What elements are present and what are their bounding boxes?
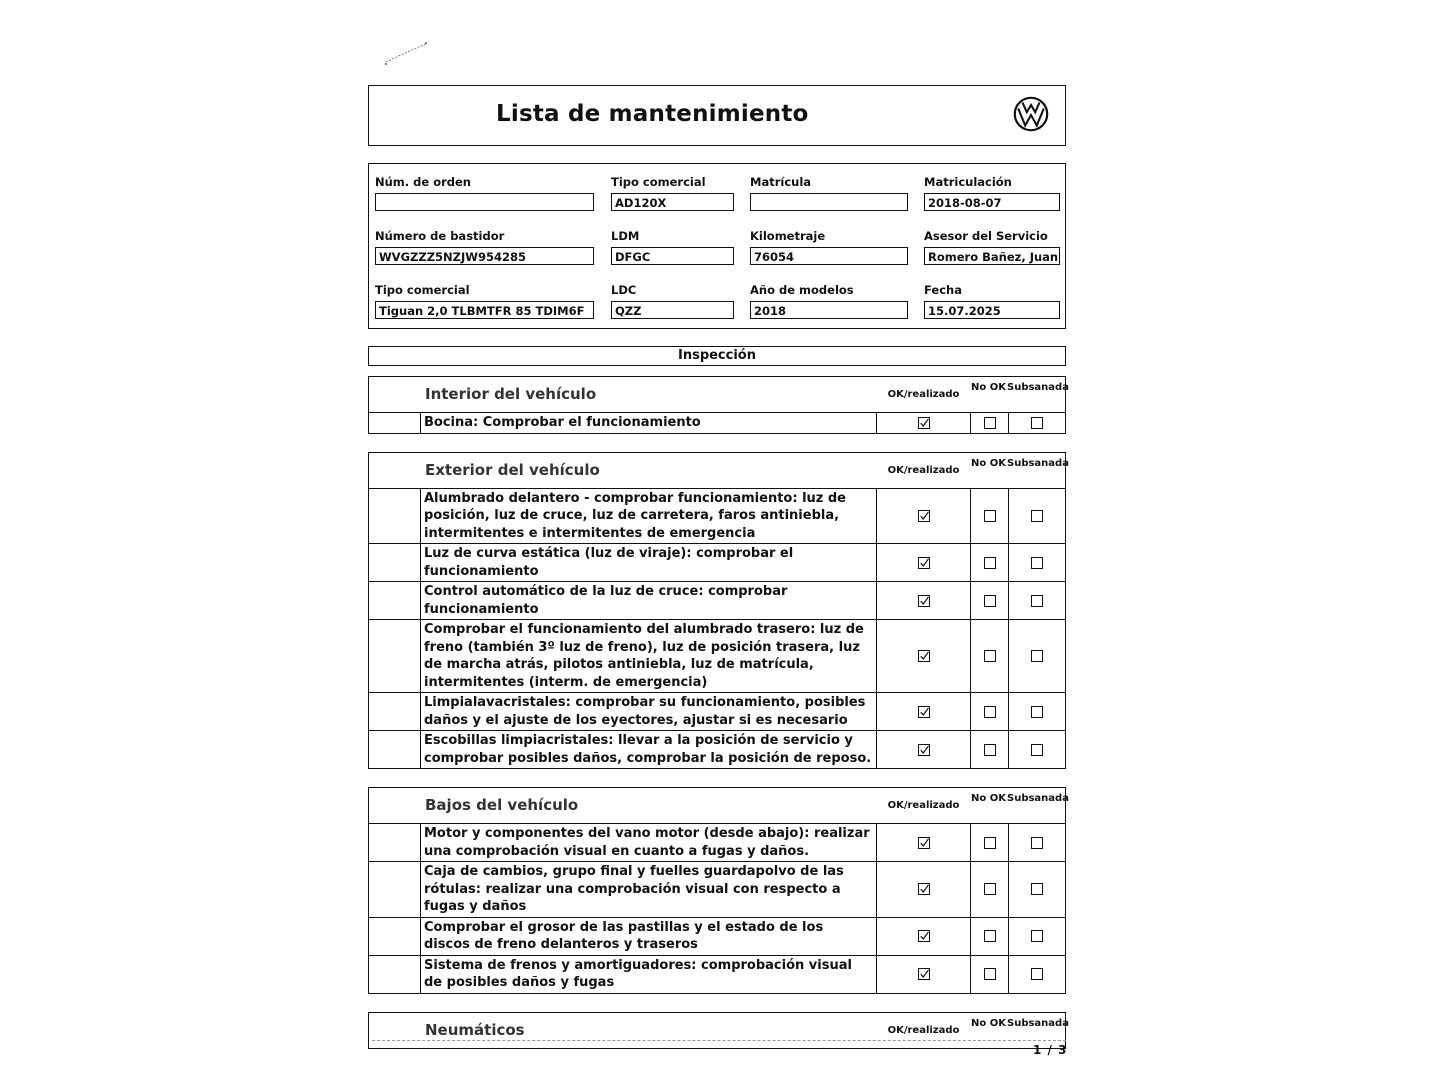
field-label: Asesor del Servicio xyxy=(924,229,1048,243)
section-title: Neumáticos xyxy=(425,1020,525,1039)
row-gutter xyxy=(369,544,421,581)
no-ok-cell xyxy=(971,862,1009,917)
no-ok-checkbox[interactable] xyxy=(984,706,996,718)
field-value[interactable]: 2018 xyxy=(750,301,908,319)
checklist-row xyxy=(369,412,1065,433)
field-value[interactable] xyxy=(750,193,908,211)
field-value[interactable]: 76054 xyxy=(750,247,908,265)
checklist-item-text: Comprobar el funcionamiento del alumbrado trasero: luz de freno (también 3º luz de freno), luz de posición trasera, luz de marcha atrás, pilotos antiniebla, luz de matrícula, intermitentes (interm. de emergencia) xyxy=(421,620,877,692)
ok-checkbox-checked[interactable] xyxy=(918,510,930,522)
ok-checkbox-checked[interactable] xyxy=(918,744,930,756)
no-ok-cell xyxy=(971,413,1009,433)
row-gutter xyxy=(369,862,421,917)
section-title: Interior del vehículo xyxy=(425,385,597,403)
no-ok-checkbox[interactable] xyxy=(984,510,996,522)
section-header xyxy=(369,377,1069,412)
field-value[interactable] xyxy=(375,193,594,211)
no-ok-checkbox[interactable] xyxy=(984,930,996,942)
inspection-sections xyxy=(368,376,1069,1049)
checklist-row xyxy=(369,488,1065,544)
field-mileage xyxy=(750,229,908,265)
field-label: Matriculación xyxy=(924,175,1012,189)
column-fixed-header: Subsanada xyxy=(1007,382,1069,393)
vw-logo-icon xyxy=(1013,96,1049,132)
fixed-checkbox[interactable] xyxy=(1031,650,1043,662)
field-value[interactable]: Romero Bañez, Juan xyxy=(924,247,1060,265)
no-ok-checkbox[interactable] xyxy=(984,595,996,607)
column-ok-header: OK/realizado xyxy=(887,464,960,476)
fixed-checkbox[interactable] xyxy=(1031,968,1043,980)
field-label: Tipo comercial xyxy=(375,283,470,297)
no-ok-cell xyxy=(971,956,1009,993)
no-ok-cell xyxy=(971,620,1009,692)
field-ldm xyxy=(611,229,734,265)
fixed-checkbox[interactable] xyxy=(1031,930,1043,942)
row-gutter xyxy=(369,956,421,993)
fixed-cell xyxy=(1009,620,1065,692)
fixed-cell xyxy=(1009,918,1065,955)
fixed-cell xyxy=(1009,489,1065,544)
column-fixed-header: Subsanada xyxy=(1007,1017,1069,1029)
section-title: Bajos del vehículo xyxy=(425,796,579,814)
checklist-item-text: Alumbrado delantero - comprobar funcionamiento: luz de posición, luz de cruce, luz de carretera, faros antiniebla, intermitentes e intermitentes de emergencia xyxy=(421,489,877,544)
ok-cell xyxy=(877,824,971,861)
field-service-advisor xyxy=(924,229,1060,265)
field-value[interactable]: QZZ xyxy=(611,301,734,319)
inspection-heading: Inspección xyxy=(368,346,1066,366)
ok-checkbox-checked[interactable] xyxy=(918,557,930,569)
fixed-checkbox[interactable] xyxy=(1031,557,1043,569)
no-ok-cell xyxy=(971,489,1009,544)
fixed-cell xyxy=(1009,731,1065,768)
checklist-row xyxy=(369,619,1065,692)
checklist-item-text: Luz de curva estática (luz de viraje): comprobar el funcionamiento xyxy=(421,544,877,581)
no-ok-checkbox[interactable] xyxy=(984,837,996,849)
checklist-item-text: Bocina: Comprobar el funcionamiento xyxy=(421,413,877,433)
fixed-cell xyxy=(1009,862,1065,917)
ok-checkbox-checked[interactable] xyxy=(918,837,930,849)
section-header xyxy=(369,1013,1069,1048)
document-page xyxy=(368,85,1069,1049)
checklist-item-text: Comprobar el grosor de las pastillas y el estado de los discos de freno delanteros y traseros xyxy=(421,918,877,955)
field-value[interactable]: 15.07.2025 xyxy=(924,301,1060,319)
field-vin xyxy=(375,229,594,265)
inspection-section xyxy=(368,376,1069,434)
fixed-cell xyxy=(1009,413,1065,433)
fixed-checkbox[interactable] xyxy=(1031,744,1043,756)
column-ok-header: OK/realizado xyxy=(887,800,960,811)
footer-divider xyxy=(372,1040,1066,1041)
no-ok-checkbox[interactable] xyxy=(984,650,996,662)
field-commercial-type xyxy=(375,283,594,319)
checklist-item-text: Sistema de frenos y amortiguadores: comprobación visual de posibles daños y fugas xyxy=(421,956,877,993)
column-no-ok-header: No OK xyxy=(971,793,1006,804)
no-ok-cell xyxy=(971,544,1009,581)
field-label: Matrícula xyxy=(750,175,812,189)
row-gutter xyxy=(369,489,421,544)
checklist-row xyxy=(369,917,1065,955)
field-date xyxy=(924,283,1060,319)
column-fixed-header: Subsanada xyxy=(1007,793,1069,804)
ok-checkbox-checked[interactable] xyxy=(918,930,930,942)
no-ok-checkbox[interactable] xyxy=(984,417,996,429)
field-model-year xyxy=(750,283,908,319)
row-gutter xyxy=(369,918,421,955)
scan-mark xyxy=(382,40,432,66)
row-gutter xyxy=(369,582,421,619)
no-ok-cell xyxy=(971,582,1009,619)
page-number: 1 / 3 xyxy=(1033,1043,1068,1057)
field-value[interactable]: Tiguan 2,0 TLBMTFR 85 TDIM6F xyxy=(375,301,594,319)
ok-checkbox-checked[interactable] xyxy=(918,968,930,980)
field-value[interactable]: 2018-08-07 xyxy=(924,193,1060,211)
field-order-number xyxy=(375,175,594,211)
fixed-checkbox[interactable] xyxy=(1031,837,1043,849)
fixed-cell xyxy=(1009,693,1065,730)
field-label: Núm. de orden xyxy=(375,175,471,189)
field-label: Número de bastidor xyxy=(375,229,505,243)
column-no-ok-header: No OK xyxy=(971,1017,1006,1029)
ok-checkbox-checked[interactable] xyxy=(918,883,930,895)
row-gutter xyxy=(369,413,421,433)
fixed-checkbox[interactable] xyxy=(1031,706,1043,718)
fixed-checkbox[interactable] xyxy=(1031,417,1043,429)
no-ok-checkbox[interactable] xyxy=(984,744,996,756)
checklist-item-text: Escobillas limpiacristales: llevar a la posición de servicio y comprobar posibles daños, comprobar la posición de reposo. xyxy=(421,731,877,768)
inspection-section xyxy=(368,1012,1069,1049)
field-value[interactable]: AD120X xyxy=(611,193,734,211)
field-label: Año de modelos xyxy=(750,283,854,297)
column-ok-header: OK/realizado xyxy=(887,389,960,400)
fixed-checkbox[interactable] xyxy=(1031,510,1043,522)
field-value[interactable]: WVGZZZ5NZJW954285 xyxy=(375,247,594,265)
no-ok-checkbox[interactable] xyxy=(984,968,996,980)
field-label: Tipo comercial xyxy=(611,175,706,189)
no-ok-cell xyxy=(971,824,1009,861)
field-label: Fecha xyxy=(924,283,962,297)
no-ok-cell xyxy=(971,918,1009,955)
ok-cell xyxy=(877,413,971,433)
checklist-row xyxy=(369,692,1065,730)
field-label: LDM xyxy=(611,229,640,243)
fixed-checkbox[interactable] xyxy=(1031,595,1043,607)
ok-checkbox-checked[interactable] xyxy=(918,417,930,429)
inspection-section xyxy=(368,452,1069,770)
no-ok-cell xyxy=(971,693,1009,730)
inspection-section xyxy=(368,787,1069,994)
checklist-item-text: Motor y componentes del vano motor (desde abajo): realizar una comprobación visual en cuanto a fugas y daños. xyxy=(421,824,877,861)
field-commercial-type-code xyxy=(611,175,734,211)
checklist-row xyxy=(369,730,1065,768)
ok-cell xyxy=(877,862,971,917)
row-gutter xyxy=(369,731,421,768)
checklist-item-text: Control automático de la luz de cruce: comprobar funcionamiento xyxy=(421,582,877,619)
vehicle-info-panel xyxy=(368,163,1066,329)
document-header xyxy=(368,85,1066,146)
field-label: LDC xyxy=(611,283,637,297)
fixed-checkbox[interactable] xyxy=(1031,883,1043,895)
section-header xyxy=(369,788,1069,823)
ok-cell xyxy=(877,731,971,768)
field-ldc xyxy=(611,283,734,319)
ok-cell xyxy=(877,693,971,730)
checklist-row xyxy=(369,581,1065,619)
ok-cell xyxy=(877,582,971,619)
section-header xyxy=(369,453,1069,488)
fixed-cell xyxy=(1009,582,1065,619)
checklist-item-text: Caja de cambios, grupo final y fuelles guardapolvo de las rótulas: realizar una comprobación visual con respecto a fugas y daños xyxy=(421,862,877,917)
ok-cell xyxy=(877,956,971,993)
no-ok-cell xyxy=(971,731,1009,768)
checklist-row xyxy=(369,543,1065,581)
column-no-ok-header: No OK xyxy=(971,382,1006,393)
ok-cell xyxy=(877,489,971,544)
field-label: Kilometraje xyxy=(750,229,826,243)
checklist-row xyxy=(369,955,1065,993)
row-gutter xyxy=(369,824,421,861)
checklist-row xyxy=(369,823,1065,861)
ok-checkbox-checked[interactable] xyxy=(918,650,930,662)
no-ok-checkbox[interactable] xyxy=(984,883,996,895)
ok-cell xyxy=(877,918,971,955)
checklist-item-text: Limpialavacristales: comprobar su funcionamiento, posibles daños y el ajuste de los eyectores, ajustar si es necesario xyxy=(421,693,877,730)
column-ok-header: OK/realizado xyxy=(887,1024,960,1036)
row-gutter xyxy=(369,620,421,692)
checklist-row xyxy=(369,861,1065,917)
fixed-cell xyxy=(1009,824,1065,861)
field-license-plate xyxy=(750,175,908,211)
row-gutter xyxy=(369,693,421,730)
column-no-ok-header: No OK xyxy=(971,457,1006,469)
section-title: Exterior del vehículo xyxy=(425,460,600,479)
field-registration-date xyxy=(924,175,1060,211)
fixed-cell xyxy=(1009,544,1065,581)
field-value[interactable]: DFGC xyxy=(611,247,734,265)
fixed-cell xyxy=(1009,956,1065,993)
ok-checkbox-checked[interactable] xyxy=(918,595,930,607)
document-title: Lista de mantenimiento xyxy=(496,101,809,127)
ok-cell xyxy=(877,544,971,581)
column-fixed-header: Subsanada xyxy=(1007,457,1069,469)
ok-cell xyxy=(877,620,971,692)
no-ok-checkbox[interactable] xyxy=(984,557,996,569)
ok-checkbox-checked[interactable] xyxy=(918,706,930,718)
